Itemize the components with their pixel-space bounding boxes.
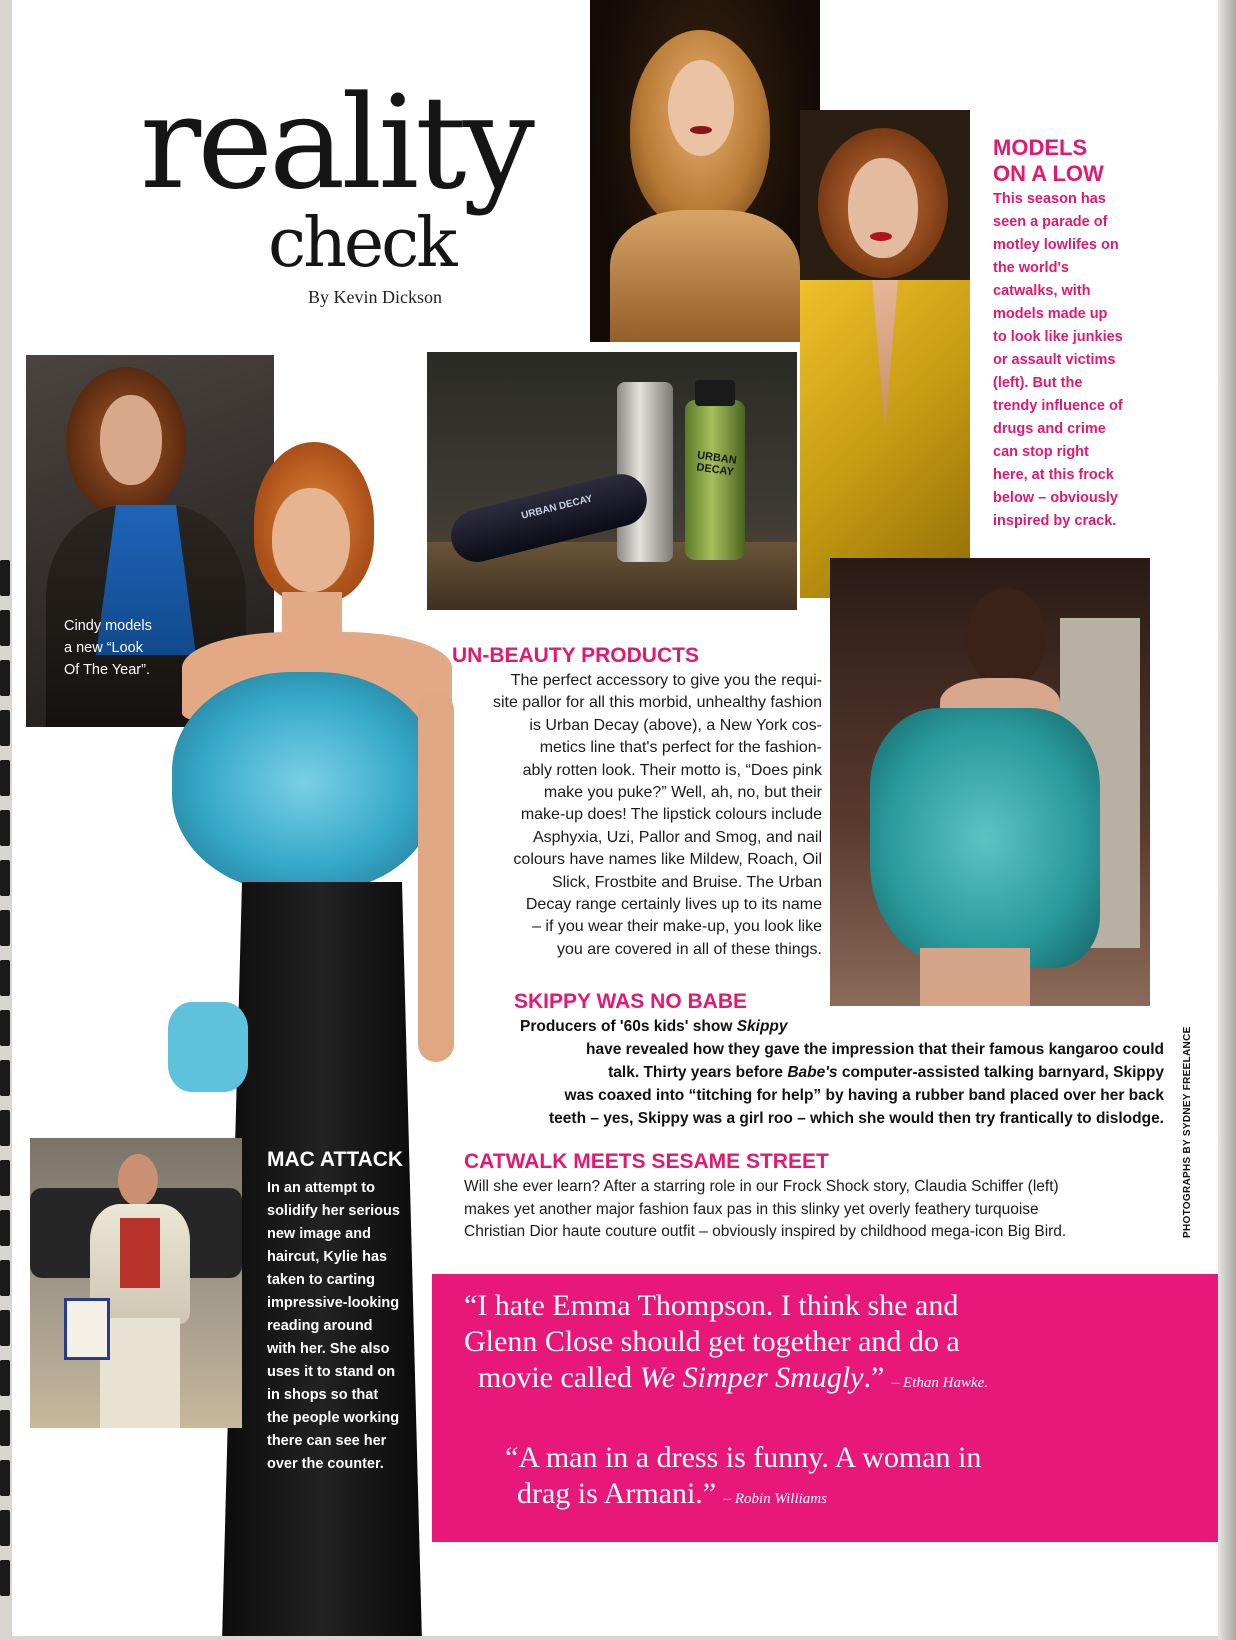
photo-catwalk-turquoise xyxy=(830,558,1150,1006)
title-reality: reality xyxy=(140,69,531,218)
photo-credit: PHOTOGRAPHS BY SYDNEY FREELANCE xyxy=(1182,1026,1193,1238)
mac-attack-body: In an attempt to solidify her serious new image and haircut, Kylie has taken to carting impressive-looking reading around with her. She also uses it to stand on in shops so that the people working there can see her over the counter. xyxy=(267,1180,400,1472)
un-beauty-heading: UN-BEAUTY PRODUCTS xyxy=(452,644,699,667)
skippy-line-3: talk. Thirty years before Babe's computer-assisted talking barnyard, Skippy xyxy=(608,1064,1164,1081)
quote1-line3: movie called We Simper Smugly.” – Ethan Hawke. xyxy=(478,1361,989,1394)
skippy-line-1: Producers of '60s kids' show Skippy xyxy=(520,1018,788,1035)
photo-kylie xyxy=(30,1138,242,1428)
quote-robin-williams: “A man in a dress is funny. A woman in drag is Armani.” – Robin Williams xyxy=(505,1440,1185,1517)
quote1-attribution: – Ethan Hawke. xyxy=(891,1375,989,1391)
photo-blonde-model xyxy=(590,0,820,342)
bottle-label-dark: URBAN DECAY xyxy=(520,493,594,522)
cindy-caption: Cindy models a new “Look Of The Year”. xyxy=(64,618,152,678)
skippy-body: Producers of '60s kids' show Skippy have revealed how they gave the impression that their famous kangaroo could talk. Thirty years before Babe's computer-assisted talking barnyard, Skippy was coaxed into “titching for help” by having a rubber band placed over her back teeth – yes, Skippy was a girl roo – which she would then try frantically to dislodge. xyxy=(502,1015,1164,1130)
models-on-a-low-body: This season has seen a parade of motley lowlifes on the world's catwalks, with models made up to look like junkies or assault victims (left). But the trendy influence of drugs and crime can stop right here, at this frock below – obviously inspired by crack. xyxy=(993,191,1123,529)
quote2-attribution: – Robin Williams xyxy=(723,1491,827,1507)
spiral-binding xyxy=(0,560,14,1640)
photo-model-gold-dress xyxy=(800,110,970,598)
quote-ethan-hawke: “I hate Emma Thompson. I think she and Glenn Close should get together and do a movie called We Simper Smugly.” – Ethan Hawke. xyxy=(464,1288,1184,1401)
page-edge xyxy=(1218,0,1236,1640)
catwalk-body: Will she ever learn? After a starring role in our Frock Shock story, Claudia Schiffer (left) makes yet another major fashion faux pas in this slinky yet overly feathery turquoise Christian Dior haute couture outfit – obviously inspired by childhood mega-icon Big Bird. xyxy=(464,1178,1067,1240)
quote2-line2: drag is Armani.” – Robin Williams xyxy=(517,1477,827,1510)
skippy-heading: SKIPPY WAS NO BABE xyxy=(514,990,747,1013)
bottle-label-green: URBAN DECAY xyxy=(695,449,738,479)
catwalk-heading: CATWALK MEETS SESAME STREET xyxy=(464,1150,829,1173)
byline: By Kevin Dickson xyxy=(308,287,442,307)
models-on-a-low-heading: MODELS ON A LOW xyxy=(993,135,1104,186)
magazine-page xyxy=(12,0,1220,1636)
title-check: check xyxy=(268,204,455,283)
mac-attack-heading: MAC ATTACK xyxy=(267,1148,404,1171)
un-beauty-body: The perfect accessory to give you the requi- site pallor for all this morbid, unhealthy fashion is Urban Decay (above), a New York cos- metics line that's perfect for the fashion- ably rotten look. Their motto is, “Does pink make you puke?” Well, ah, no, but their make-up does! The lipstick colours include Asphyxia, Uzi, Pallor and Smog, and nail colours have names like Mildew, Roach, Oil Slick, Frostbite and Bruise. The Urban Decay range certainly lives up to its name – if you wear their make-up, you look like you are covered in all of these things. xyxy=(492,672,822,958)
